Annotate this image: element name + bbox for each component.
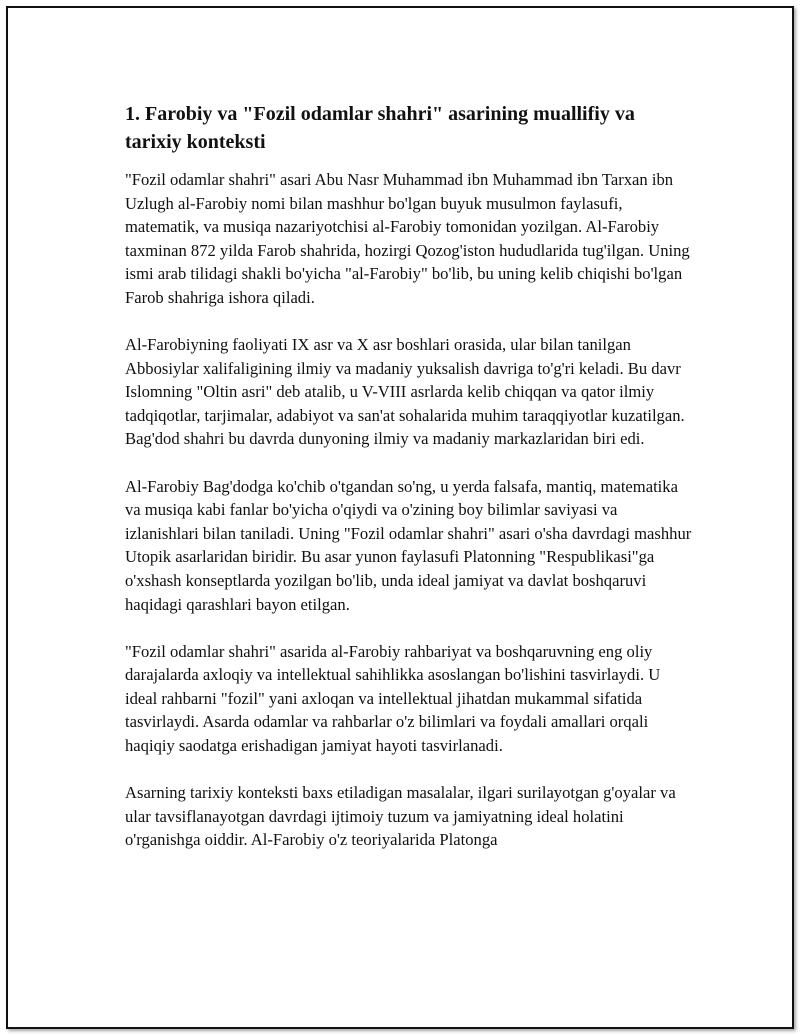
paragraph-1: "Fozil odamlar shahri" asari Abu Nasr Muhammad ibn Muhammad ibn Tarxan ibn Uzlugh al-Farobiy nomi bilan mashhur bo'lgan buyuk musulmon faylasufi, matematik, va musiqa nazariyotchisi al-Farobiy tomonidan yozilgan. Al-Farobiy taxminan 872 yilda Farob shahrida, hozirgi Qozog'iston hududlarida tug'ilgan. Uning ismi arab tilidagi shakli bo'yicha "al-Farobiy" bo'lib, bu uning kelib chiqishi bo'lgan Farob shahriga ishora qiladi. [125, 170, 690, 307]
paragraph-4: "Fozil odamlar shahri" asarida al-Farobiy rahbariyat va boshqaruvning eng oliy darajalarda axloqiy va intellektual sahihlikka asoslangan bo'lishini tasvirlaydi. U ideal rahbarni "fozil" yani axloqan va intellektual jihatdan mukammal sifatida tasvirlaydi. Asarda odamlar va rahbarlar o'z bilimlari va foydali amallari orqali haqiqiy saodatga erishadigan jamiyat hayoti tasvirlanadi. [125, 641, 661, 755]
paragraph-3: Al-Farobiy Bag'dodga ko'chib o'tgandan so'ng, u yerda falsafa, mantiq, matematika va musiqa kabi fanlar bo'yicha o'qiydi va o'zining boy bilimlar saviyasi va izlanishlari bilan taniladi. Uning "Fozil odamlar shahri" asari o'sha davrdagi mashhur Utopik asarlaridan biridir. Bu asar yunon faylasufi Platonning "Respublikasi"ga o'xshash konseptlarda yozilgan bo'lib, unda ideal jamiyat va davlat boshqaruvi haqidagi qarashlari bayon etilgan. [125, 476, 692, 614]
document-body [125, 100, 695, 875]
section-heading: 1. Farobiy va "Fozil odamlar shahri" asarining muallifiy va tarixiy konteksti [125, 103, 635, 153]
document-page [6, 6, 794, 1029]
paragraph-2: Al-Farobiyning faoliyati IX asr va X asr boshlari orasida, ular bilan tanilgan Abbosiylar xalifaligining ilmiy va madaniy yuksalish davriga to'g'ri keladi. Bu davr Islomning "Oltin asri" deb atalib, u V-VIII asrlarda kelib chiqqan va qator ilmiy tadqiqotlar, tarjimalar, adabiyot va san'at sohalarida muhim taraqqiyotlar kuzatilgan. Bag'dod shahri bu davrda dunyoning ilmiy va madaniy markazlaridan biri edi. [125, 335, 685, 449]
paragraph-5: Asarning tarixiy konteksti baxs etiladigan masalalar, ilgari surilayotgan g'oyalar va ular tavsiflanayotgan davrdagi ijtimoiy tuzum va jamiyatning ideal holatini o'rganishga oiddir. Al-Farobiy o'z teoriyalarida Platonga [125, 783, 676, 850]
